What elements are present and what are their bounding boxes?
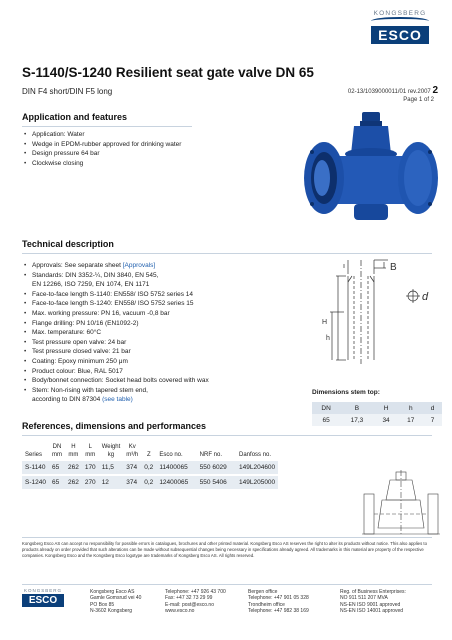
footer-divider: [22, 584, 432, 585]
valve-dimension-drawing: [360, 470, 442, 536]
cell-esco: 11400065: [159, 464, 188, 471]
list-item: • Coating: Epoxy minimum 250 μm: [22, 357, 297, 367]
cell-danfoss: 149L205000: [236, 475, 278, 489]
list-item: • Design pressure 64 bar: [22, 149, 242, 159]
logo-arc: [371, 17, 429, 25]
dims-header-h: H: [383, 404, 389, 412]
document-reference: [348, 85, 438, 96]
cell-weight: 11,5: [101, 464, 114, 471]
office-line: Bergen office: [248, 589, 278, 595]
office-line: Telephone: +47 982 38 169: [248, 608, 309, 615]
approvals-link[interactable]: [Approvals]: [122, 262, 156, 269]
list-item: [22, 271, 297, 290]
header-h: [65, 442, 82, 461]
dims-header-d: d: [430, 404, 435, 412]
dims-cell: 7: [430, 416, 435, 424]
technical-list: [22, 261, 297, 405]
cell-l: 170: [84, 464, 96, 471]
label-d: d: [422, 291, 429, 303]
esco-wordmark: ESCO: [371, 26, 429, 44]
list-item: • Flange drilling: PN 10/16 (EN1092-2): [22, 319, 297, 329]
list-item: • Max. temperature: 60°C: [22, 328, 297, 338]
label-h-lower: h: [326, 335, 330, 342]
dims-caption: Dimensions stem top:: [312, 389, 380, 396]
cell-z: 0,2: [144, 464, 154, 471]
dims-cell: 17,3: [350, 416, 364, 424]
header-l-label: L: [88, 444, 92, 450]
page-number: Page 1 of 2: [403, 97, 434, 103]
application-list: [22, 130, 242, 168]
dims-cell: 34: [382, 416, 390, 424]
registry-line: Reg. of Business Enterprises:: [340, 589, 406, 595]
stem-line-2: according to DIN 87304: [32, 396, 103, 404]
standards-line-1: Standards: DIN 3352-¼, DIN 3840, EN 545,: [32, 271, 159, 279]
header-weight-unit: kg: [107, 451, 115, 458]
header-h-unit: mm: [68, 451, 79, 458]
footer-logo: [22, 588, 64, 607]
header-h-label: H: [71, 444, 76, 450]
doc-rev-number: 2: [432, 85, 438, 96]
cell-danfoss: 149L204600: [239, 464, 276, 471]
kongsberg-wordmark: KONGSBERG: [373, 10, 427, 17]
cell-series: S-1140: [25, 464, 46, 471]
cell-weight: 12: [99, 475, 124, 489]
section-divider: [22, 126, 192, 127]
registry-line: NS-EN ISO 14001 approved: [340, 608, 404, 615]
list-item: • Face-to-face length S-1240: EN558/ ISO 5752 series 15: [22, 299, 297, 309]
cell-nrf: 550 5406: [197, 475, 236, 489]
list-item: [22, 261, 297, 271]
address-line: Gamle Gomsrud vei 40: [90, 595, 142, 602]
list-item: • Application: Water: [22, 130, 242, 140]
list-item: • Test pressure closed valve: 21 bar: [22, 347, 297, 357]
section-heading-application: Application and features: [22, 112, 128, 122]
header-weight: [99, 442, 124, 461]
table-row: [22, 461, 278, 475]
address-line: N-3602 Kongsberg: [90, 608, 132, 615]
footer-address: [90, 589, 141, 615]
registry-line: NS-EN ISO 9001 approved: [340, 601, 401, 608]
dims-header-b: B: [354, 404, 360, 412]
table-header-row: [312, 402, 442, 414]
header-nrf: NRF no.: [199, 451, 223, 458]
approvals-text: Approvals: See separate sheet: [32, 262, 123, 269]
contact-website[interactable]: www.esco.no: [165, 608, 195, 615]
list-item: • Wedge in EPDM-rubber approved for drinking water: [22, 140, 242, 150]
table-header-row: [22, 442, 278, 461]
dims-table: [312, 402, 442, 426]
address-line: PO Box 85: [90, 601, 115, 608]
header-kv-unit: m³/h: [126, 451, 139, 458]
cell-kv: 374: [123, 475, 141, 489]
standards-line-2: EN 12266, ISO 7259, EN 1074, EN 1171: [32, 281, 150, 289]
list-item: • Face-to-face length S-1140: EN558/ ISO 5752 series 14: [22, 290, 297, 300]
list-item: • Max. working pressure: PN 16, vacuum -0,8 bar: [22, 309, 297, 319]
address-line: Kongsberg Esco AS: [90, 589, 135, 595]
footer-kongsberg-wordmark: KONGSBERG: [23, 588, 62, 593]
list-item: • Clockwise closing: [22, 159, 242, 169]
header-series: Series: [25, 451, 43, 458]
header-danfoss: Danfoss no.: [239, 451, 272, 458]
doc-ref-number: 02-13/1039000011/01 rev.2007: [347, 89, 431, 95]
office-line: Telephone: +47 901 05 328: [248, 595, 309, 602]
cell-z: 0,2: [141, 475, 156, 489]
contact-line: Telephone: +47 926 43 700: [165, 589, 226, 595]
stem-table-link[interactable]: (see table): [102, 396, 133, 404]
header-weight-label: Weight: [101, 444, 121, 450]
footer-registry: [340, 589, 406, 615]
contact-email[interactable]: E-mail: post@esco.no: [165, 601, 214, 608]
contact-line: Fax: +47 32 73 29 99: [165, 595, 213, 602]
cell-dn: 65: [49, 475, 65, 489]
cell-h: 262: [65, 475, 82, 489]
office-line: Trondheim office: [248, 601, 285, 608]
header-dn-unit: mm: [51, 451, 62, 458]
page-subtitle: DIN F4 short/DIN F5 long: [22, 87, 113, 96]
header-l: [82, 442, 99, 461]
header-dn-label: DN: [52, 444, 62, 450]
table-row: [312, 414, 442, 426]
header-dn: [49, 442, 65, 461]
header-l-unit: mm: [85, 451, 96, 458]
footer-divider-top: [22, 537, 432, 538]
label-h-upper: H: [322, 319, 328, 326]
header-kv-label: Kv: [128, 444, 136, 450]
dims-header-h-small: h: [408, 404, 413, 412]
footer-offices: [248, 589, 309, 615]
stem-line-1: Stem: Non-rising with tapered stem end,: [32, 386, 148, 394]
section-divider: [22, 253, 432, 254]
footer-contact: [165, 589, 226, 615]
list-item: • Body/bonnet connection: Socket head bolts covered with wax: [22, 376, 297, 386]
header-esco: Esco no.: [159, 451, 183, 458]
kongsberg-esco-logo: [364, 10, 436, 44]
header-z: Z: [146, 451, 151, 458]
cell-esco: 12400065: [156, 475, 196, 489]
section-heading-references: References, dimensions and performances: [22, 421, 207, 431]
disclaimer-text: Kongsberg Esco AS can accept no responsibility for possible errors in catalogues, brochures and other printed material. Kongsberg Esco AS reserves the right to alter its products without notice. This also applies to products already on order provided that such alterations can be made without subsequential changes being necessary in specifications already agreed. All trademarks in this material are property of the respective companies. Kongsberg Esco and the Kongsberg Esco logotype are trademarks of Kongsberg Esco AS. All rights reserved.: [22, 541, 428, 558]
header-kv: [123, 442, 141, 461]
cell-nrf: 550 6029: [199, 464, 227, 471]
cell-series: S-1240: [22, 475, 49, 489]
list-item: [22, 386, 297, 405]
dims-header-dn: DN: [321, 404, 331, 412]
page-title: S-1140/S-1240 Resilient seat gate valve DN 65: [22, 65, 314, 80]
label-b: B: [390, 262, 397, 273]
cell-l: 270: [82, 475, 99, 489]
references-table: [22, 442, 278, 489]
registry-line: NO 911 511 207 MVA: [340, 595, 388, 602]
cell-h: 262: [67, 464, 79, 471]
gate-valve-image: [298, 112, 444, 228]
section-divider: [22, 435, 432, 436]
dims-cell: 17: [407, 416, 415, 424]
table-row: [22, 475, 278, 489]
list-item: • Product colour: Blue, RAL 5017: [22, 367, 297, 377]
cell-kv: 374: [126, 464, 138, 471]
dims-cell: 65: [322, 416, 330, 424]
stem-top-drawing: [308, 256, 444, 368]
footer-esco-wordmark: ESCO: [22, 594, 64, 607]
list-item: • Test pressure open valve: 24 bar: [22, 338, 297, 348]
cell-dn: 65: [51, 464, 60, 471]
section-heading-technical: Technical description: [22, 239, 114, 249]
